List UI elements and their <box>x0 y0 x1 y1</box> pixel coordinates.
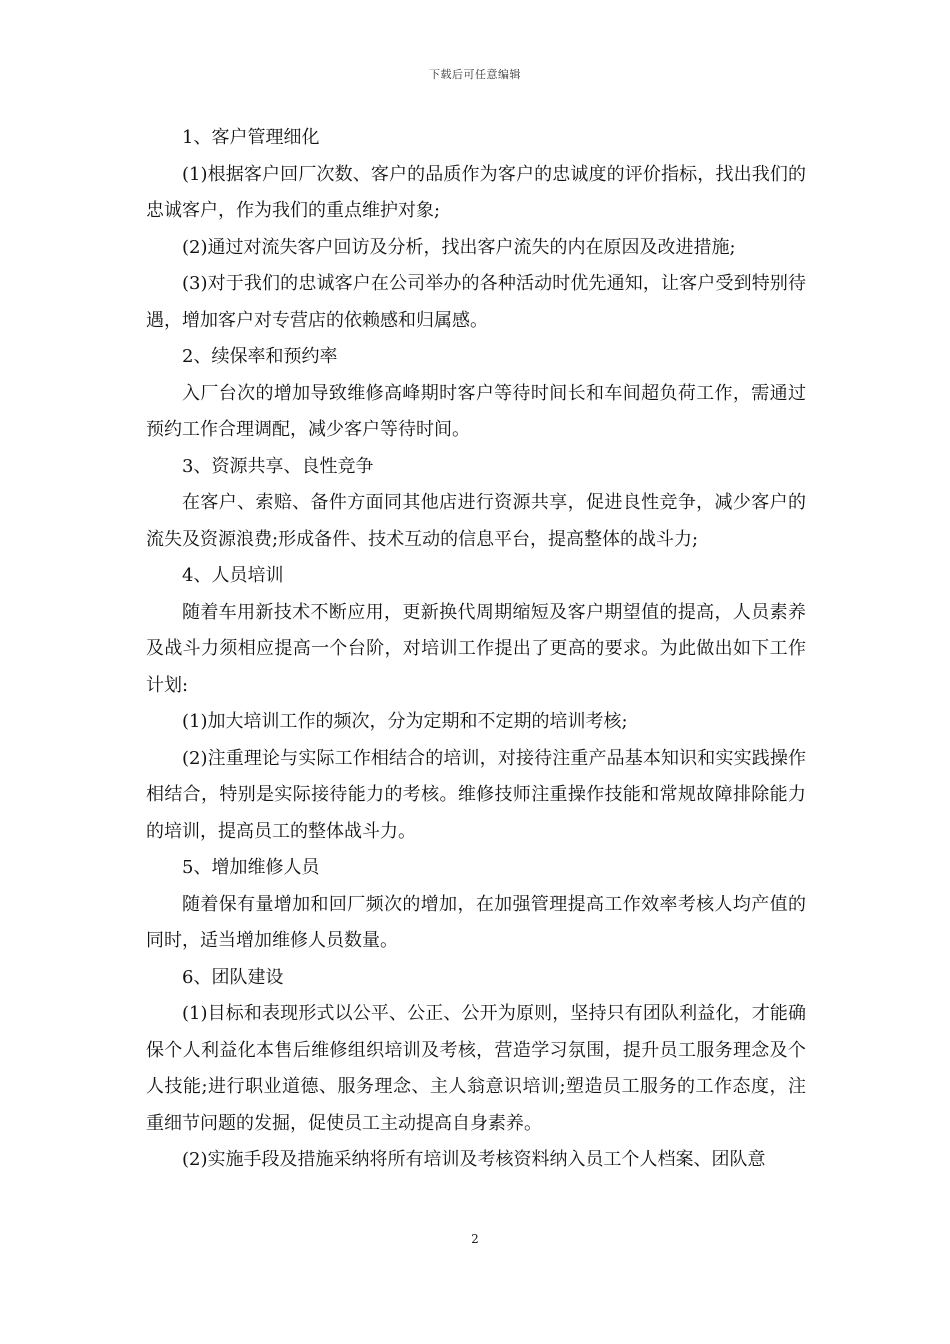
paragraph: (2)实施手段及措施采纳将所有培训及考核资料纳入员工个人档案、团队意 <box>182 1149 766 1170</box>
paragraph: 随着车用新技术不断应用，更新换代周期缩短及客户期望值的提高，人员素养及战斗力须相应提高一个台阶，对培训工作提出了更高的要求。为此做出如下工作计划: <box>146 601 806 696</box>
paragraph: (1)根据客户回厂次数、客户的品质作为客户的忠诚度的评价指标，找出我们的忠诚客户，作为我们的重点维护对象; <box>146 163 806 221</box>
paragraph: 入厂台次的增加导致维修高峰期时客户等待时间长和车间超负荷工作，需通过预约工作合理调配，减少客户等待时间。 <box>146 382 806 440</box>
page-number: 2 <box>471 1232 479 1246</box>
section-heading-customer-management: 1、客户管理细化 <box>182 127 320 148</box>
paragraph: 随着保有量增加和回厂频次的增加，在加强管理提高工作效率考核人均产值的同时，适当增加维修人员数量。 <box>146 893 806 951</box>
paragraph: 在客户、索赔、备件方面同其他店进行资源共享，促进良性竞争，减少客户的流失及资源浪费;形成备件、技术互动的信息平台，提高整体的战斗力; <box>146 492 806 550</box>
paragraph: (2)注重理论与实际工作相结合的培训，对接待注重产品基本知识和实实践操作相结合，特别是实际接待能力的考核。维修技师注重操作技能和常规故障排除能力的培训，提高员工的整体战斗力。 <box>146 747 806 842</box>
section-heading-add-maintenance-staff: 5、增加维修人员 <box>182 857 320 878</box>
paragraph: (3)对于我们的忠诚客户在公司举办的各种活动时优先通知，让客户受到特别待遇，增加客户对专营店的依赖感和归属感。 <box>146 273 806 331</box>
section-heading-team-building: 6、团队建设 <box>182 966 284 988</box>
header-note: 下载后可任意编辑 <box>429 68 521 81</box>
paragraph: (1)加大培训工作的频次，分为定期和不定期的培训考核; <box>182 711 628 732</box>
document-body <box>146 120 806 1179</box>
section-heading-staff-training: 4、人员培训 <box>182 565 284 586</box>
paragraph: (1)目标和表现形式以公平、公正、公开为原则，坚持只有团队利益化，才能确保个人利益化本售后维修组织培训及考核，营造学习氛围，提升员工服务理念及个人技能;进行职业道德、服务理念、主人翁意识培训;塑造员工服务的工作态度，注重细节问题的发掘，促使员工主动提高自身素养。 <box>146 1003 806 1134</box>
section-heading-renewal-rate: 2、续保率和预约率 <box>182 346 338 367</box>
paragraph: (2)通过对流失客户回访及分析，找出客户流失的内在原因及改进措施; <box>182 236 736 258</box>
section-heading-resource-sharing: 3、资源共享、良性竞争 <box>182 455 374 477</box>
